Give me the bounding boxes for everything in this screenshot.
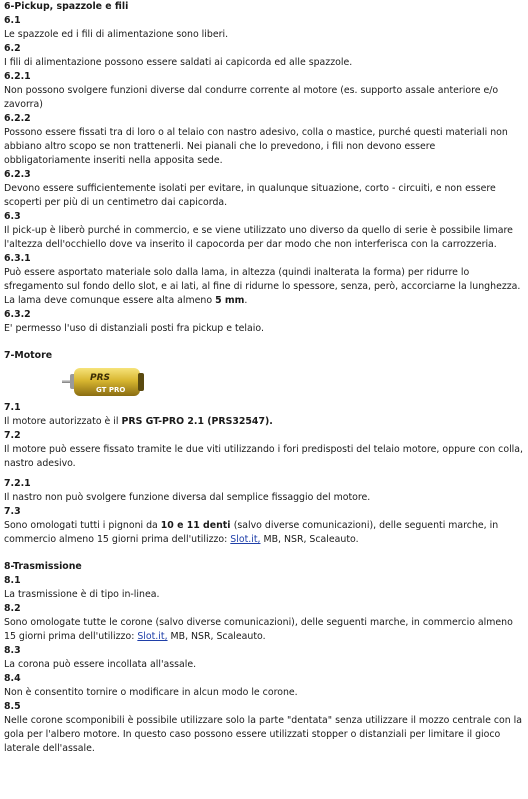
- item-6-3-number: 6.3: [4, 211, 21, 222]
- item-6-1-number: 6.1: [4, 15, 21, 26]
- item-7-2-1-number: 7.2.1: [4, 478, 31, 489]
- item-8-1-number: 8.1: [4, 575, 21, 586]
- item-7-2-text: Il motore può essere fissato tramite le due viti utilizzando i fori predisposti del telaio motore, oppure con colla, nastro adesivo.: [4, 444, 523, 469]
- item-7-2-number: 7.2: [4, 430, 21, 441]
- item-8-5-text: Nelle corone scomponibili è possibile utilizzare solo la parte "dentata" senza utilizzare il mozzo centrale con la gola per l'albero motore. In questo caso possono essere utilizzati stopper o distanziali per limitare il gioco laterale dell'assale.: [4, 715, 522, 754]
- item-8-2-text: [4, 616, 524, 644]
- item-7-2-1-text: Il nastro non può svolgere funzione diversa dal semplice fissaggio del motore.: [4, 492, 371, 503]
- item-8-2-text-a: Sono omologate tutte le corone (salvo diverse comunicazioni), delle seguenti marche, in commercio almeno 15 giorni prima dell'utilizzo:: [4, 617, 513, 642]
- item-6-3-1-text: [4, 266, 524, 308]
- motor-model-label: GT PRO: [96, 386, 126, 394]
- item-6-2-1-text: Non possono svolgere funzioni diverse dal condurre corrente al motore (es. supporto assale anteriore e/o zavorra): [4, 85, 499, 110]
- item-7-3-text-d: MB, NSR, Scaleauto.: [260, 534, 359, 545]
- item-8-2-number: 8.2: [4, 603, 21, 614]
- motor-brand-label: PRS: [90, 373, 111, 383]
- item-7-3-number: 7.3: [4, 506, 21, 517]
- item-8-4-number: 8.4: [4, 673, 21, 684]
- item-6-1-text: Le spazzole ed i fili di alimentazione sono liberi.: [4, 29, 229, 40]
- item-6-3-1-number: 6.3.1: [4, 253, 31, 264]
- item-8-2-text-b: MB, NSR, Scaleauto.: [167, 631, 266, 642]
- motor-image: [62, 365, 146, 399]
- item-6-2-number: 6.2: [4, 43, 21, 54]
- item-7-3-text: [4, 519, 524, 547]
- item-7-1-number: 7.1: [4, 402, 21, 413]
- slot-it-link[interactable]: Slot.it,: [137, 631, 168, 642]
- section-7-title: 7-Motore: [4, 350, 53, 361]
- item-7-1-text: [4, 415, 524, 429]
- motor-image-row: [4, 363, 524, 401]
- section-6-title: 6-Pickup, spazzole e fili: [4, 1, 129, 12]
- item-7-1-text-bold: PRS GT-PRO 2.1 (PRS32547).: [121, 416, 273, 427]
- item-7-3-text-bold: 10 e 11 denti: [160, 520, 234, 531]
- section-8-title: 8-Trasmissione: [4, 561, 82, 572]
- item-6-3-1-text-bold: 5 mm: [215, 295, 245, 306]
- item-8-3-number: 8.3: [4, 645, 21, 656]
- item-7-3-text-a: Sono omologati tutti i pignoni da: [4, 520, 161, 531]
- item-8-4-text: Non è consentito tornire o modificare in alcun modo le corone.: [4, 687, 298, 698]
- item-8-3-text: La corona può essere incollata all'assale.: [4, 659, 197, 670]
- item-8-5-number: 8.5: [4, 701, 21, 712]
- item-6-3-2-number: 6.3.2: [4, 309, 31, 320]
- item-6-2-3-text: Devono essere sufficientemente isolati per evitare, in qualunque situazione, corto - circuiti, e non essere scoperti per più di un centimetro dai capicorda.: [4, 183, 496, 208]
- item-6-2-2-number: 6.2.2: [4, 113, 31, 124]
- item-7-1-text-a: Il motore autorizzato è il: [4, 416, 122, 427]
- item-6-3-text: Il pick-up è liberò purché in commercio, e se viene utilizzato uno diverso da quello di serie è possibile limare l'altezza dell'occhiello dove va inserito il capocorda per dar modo che non interferisca con la carrozzeria.: [4, 225, 513, 250]
- item-8-1-text: La trasmissione è di tipo in-linea.: [4, 589, 160, 600]
- item-6-2-3-number: 6.2.3: [4, 169, 31, 180]
- item-6-3-2-text: E' permesso l'uso di distanziali posti fra pickup e telaio.: [4, 323, 264, 334]
- item-7-3-text-c: (salvo diverse comunicazioni), delle seguenti marche, in commercio almeno 15 giorni prima dell'utilizzo:: [4, 520, 499, 545]
- item-6-2-text: I fili di alimentazione possono essere saldati ai capicorda ed alle spazzole.: [4, 57, 353, 68]
- item-6-3-1-text-c: .: [244, 295, 248, 306]
- item-6-3-1-text-a: Può essere asportato materiale solo dalla lama, in altezza (quindi inalterata la forma) per ridurre lo sfregamento sul fondo dello slot, e ai lati, al fine di ridurne lo spessore, senza, però, accorciarne la lunghezza. La lama deve comunque essere alta almeno: [4, 267, 521, 306]
- item-6-2-1-number: 6.2.1: [4, 71, 31, 82]
- slot-it-link[interactable]: Slot.it,: [230, 534, 261, 545]
- item-6-2-2-text: Possono essere fissati tra di loro o al telaio con nastro adesivo, colla o mastice, purché questi materiali non abbiano altro scopo se non trattenerli. Nei pianali che lo prevedono, i fili non devono essere obbligatoriamente inseriti nella apposita sede.: [4, 127, 508, 166]
